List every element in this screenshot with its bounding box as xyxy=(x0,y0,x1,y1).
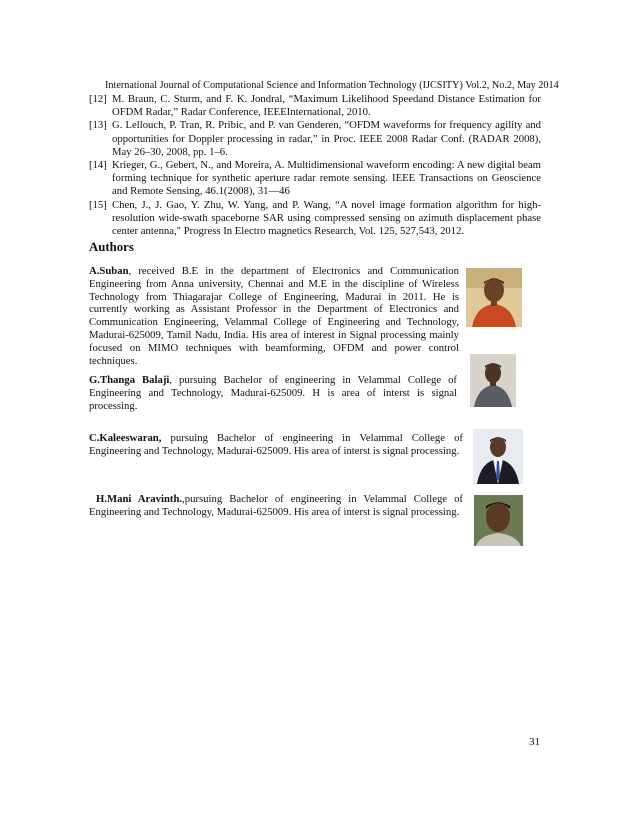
authors-heading: Authors xyxy=(89,240,134,254)
author-photo-image xyxy=(474,495,523,546)
author-bio xyxy=(89,265,459,367)
author-photo xyxy=(473,429,523,484)
author-description: , pursuing Bachelor of engineering in Velammal College of Engineering and Technology, Madurai-625009. H is area of interst is signal processing. xyxy=(89,374,457,412)
author-bio xyxy=(89,374,457,412)
author-name: C.Kaleeswaran, xyxy=(89,432,162,444)
reference-item xyxy=(89,159,541,199)
author-name: G.Thanga Balaji xyxy=(89,374,170,386)
author-name: H.Mani Aravinth. xyxy=(96,493,183,505)
reference-number: [13] xyxy=(89,119,107,132)
reference-item xyxy=(89,93,541,119)
author-name: A.Suban xyxy=(89,265,129,277)
reference-text: M. Braun, C. Sturm, and F. K. Jondral, “Maximum Likelihood Speedand Distance Estimation for OFDM Radar,” Radar Conference, IEEEInternational, 2010. xyxy=(112,93,541,119)
author-description: pursuing Bachelor of engineering in Velammal College of Engineering and Technology, Madurai-625009. His area of interst is signal processing. xyxy=(89,432,463,457)
author-description: ,pursuing Bachelor of engineering in Velammal College of Engineering and Technology, Madurai-625009. His area of interst is signal processing. xyxy=(89,493,463,518)
author-photo-image xyxy=(466,268,522,327)
reference-text: Chen, J., J. Gao, Y. Zhu, W. Yang, and P. Wang, “A novel image formation algorithm for high-resolution wide-swath spaceborne SAR using compressed sensing on azimuth displacement phase center antenna," Progress In Electro magnetics Research, Vol. 125, 527,543, 2012. xyxy=(112,198,541,238)
reference-number: [15] xyxy=(89,198,107,211)
reference-text: G. Lellouch, P. Tran, R. Pribic, and P. van Genderen, “OFDM waveforms for frequency agility and opportunities for Doppler processing in radar,” in Proc. IEEE 2008 Radar Conf. (RADAR 2008), May 26–30, 2008, pp. 1–6. xyxy=(112,119,541,158)
reference-list xyxy=(89,93,541,238)
author-bio xyxy=(89,432,463,458)
reference-item xyxy=(89,119,541,159)
author-photo xyxy=(474,495,523,546)
author-bio xyxy=(89,493,463,519)
reference-text: Krieger, G., Gebert, N., and Moreira, A. Multidimensional waveform encoding: A new digital beam forming technique for synthetic aperture radar remote sensing. IEEE Transactions on Geoscience and Remote Sensing, 46.1(2008), 31—46 xyxy=(112,159,541,198)
reference-number: [14] xyxy=(89,159,107,172)
author-description: , received B.E in the department of Electronics and Communication Engineering from Anna university, Chennai and M.E in the discipline of Wireless Technology from Thiagarajar College of Engineering, Madurai in 2011. He is currently working as Assistant Professor in the Department of Electronics and Communication Engineering, Velammal College of Engineering and Technology, Madurai-625009, Tamil Nadu, India. His area of interest in Signal processing mainly focused on MIMO techniques with beamforming, OFDM and power control techniques. xyxy=(89,265,459,367)
author-photo xyxy=(466,268,522,327)
reference-number: [12] xyxy=(89,93,107,105)
author-photo xyxy=(470,354,516,407)
journal-header: International Journal of Computational Science and Information Technology (IJCSITY) Vol.2, No.2, May 2014 xyxy=(105,80,559,91)
author-photo-image xyxy=(473,429,523,484)
reference-item xyxy=(89,199,541,239)
page-number: 31 xyxy=(529,736,540,748)
author-photo-image xyxy=(470,354,516,407)
